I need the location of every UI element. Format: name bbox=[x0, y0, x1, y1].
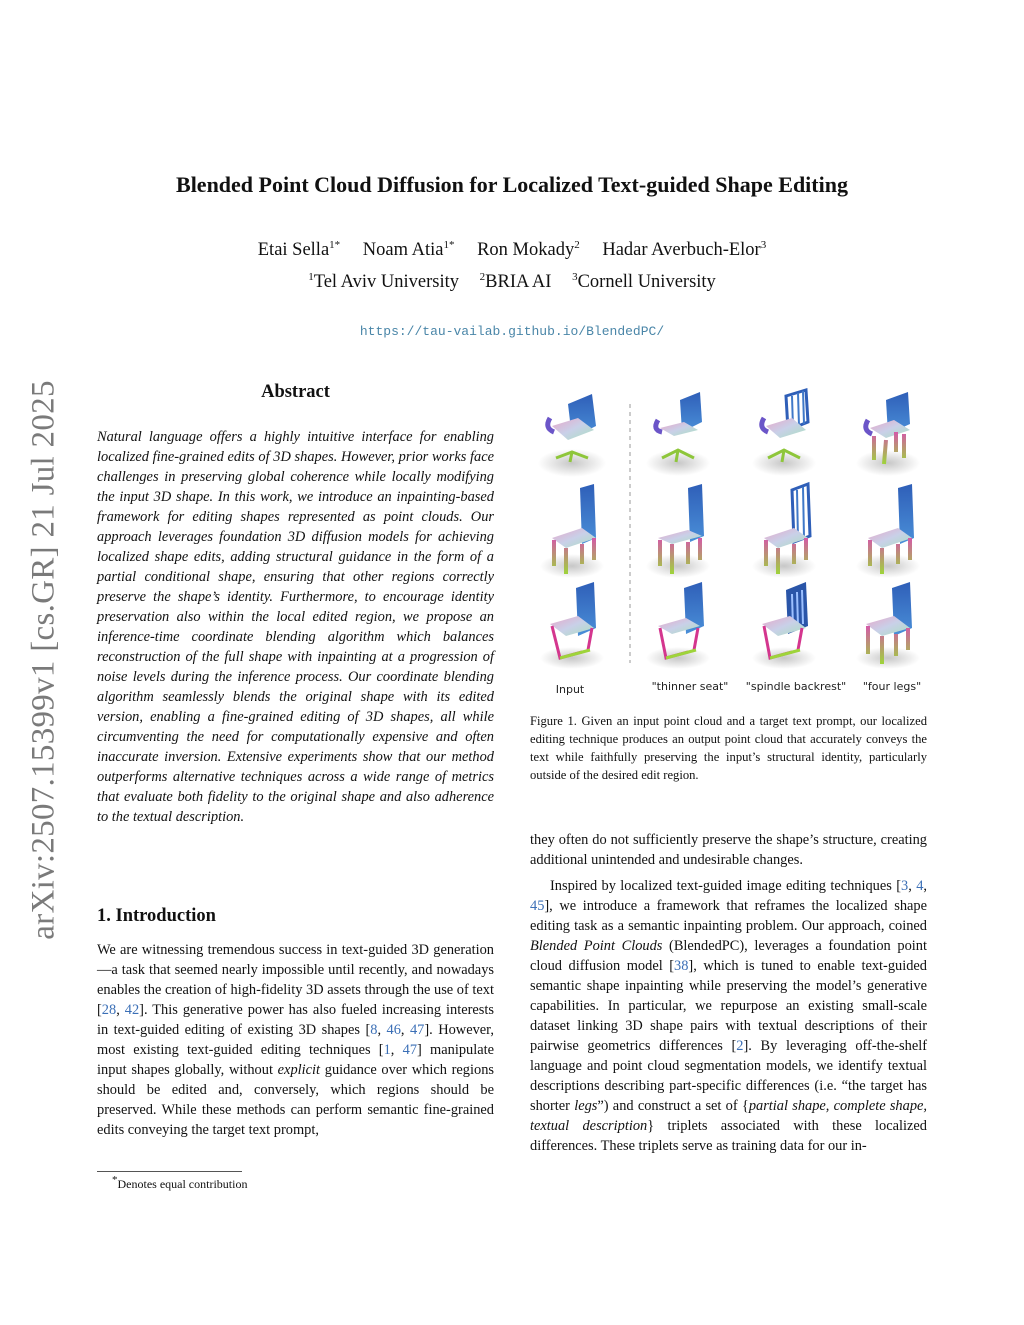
citation-link[interactable]: 1 bbox=[383, 1042, 391, 1058]
chair-side-four-legs bbox=[856, 484, 920, 578]
paragraph: Inspired by localized text-guided image editing techniques [3, 4, 45], we introduce a framework that reframes the localized shape editing task as a semantic inpainting problem. Our approach, coined Blended Point Clouds (BlendedPC), leverages a foundation point cloud diffusion model [38], which is tuned to enable text-guided semantic shape inpainting while preserving the model’s generative capabilities. In particular, we repurpose an existing small-scale dataset linking 3D shape pairs with textual descriptions of their pairwise geometrics differences [2]. By leveraging off-the-shelf language and point cloud segmentation models, we identify textual descriptions describing part-specific differences (i.e. “the target has shorter legs”) and construct a set of {partial shape, complete shape, textual description} triplets associated with these localized differences. These triplets serve as training data for our in- bbox=[530, 878, 928, 1154]
introduction-paragraph: We are witnessing tremendous success in text-guided 3D generation—a task that seemed nearly impossible until recently, and nowadays enables the creation of high-fidelity 3D assets through the use of text [28, 42]. This generative power has also fueled increasing interests in text-guided editing of existing 3D shapes [8, 46, 47]. However, most existing text-guided editing techniques [1, 47] manipulate input shapes globally, without explicit guidance over which regions should be edited and, conversely, which regions should be preserved. While these methods can perform semantic fine-grained edits conveying the target text prompt, bbox=[97, 942, 494, 1138]
chair-cantilever-four-legs bbox=[856, 582, 920, 669]
chair-side-thinner-seat bbox=[646, 484, 710, 578]
citation-link[interactable]: 42 bbox=[124, 1002, 140, 1018]
citation-link[interactable]: 2 bbox=[736, 1038, 744, 1054]
citation-link[interactable]: 8 bbox=[370, 1022, 378, 1038]
affiliation-list bbox=[0, 272, 1024, 293]
chair-side-spindle-backrest bbox=[752, 484, 816, 578]
figure-1-caption: Figure 1. Given an input point cloud and a target text prompt, our localized editing technique produces an output point cloud that accurately conveys the text while faithfully preserving the input’s structural identity, particularly outside of the desired edit region. bbox=[530, 714, 927, 782]
abstract-heading: Abstract bbox=[261, 382, 330, 402]
figure-label-thinner-seat: "thinner seat" bbox=[651, 680, 729, 693]
figure-label-four-legs: "four legs" bbox=[862, 680, 922, 693]
author: Ron Mokady$^2$ bbox=[477, 238, 580, 260]
chair-side-input bbox=[540, 484, 604, 578]
figure-label-spindle-backrest: "spindle backrest" bbox=[745, 680, 847, 693]
chair-cantilever-input bbox=[540, 582, 604, 669]
paper-title: Blended Point Cloud Diffusion for Localized Text-guided Shape Editing bbox=[176, 172, 848, 197]
chair-cantilever-spindle-backrest bbox=[752, 582, 816, 669]
footnote: *Denotes equal contribution bbox=[112, 1174, 248, 1191]
footnote-divider bbox=[97, 1171, 242, 1172]
project-url-link[interactable]: https://tau-vailab.github.io/BlendedPC/ bbox=[359, 324, 665, 339]
figure-1-chair-grid bbox=[530, 388, 927, 698]
citation-link[interactable]: 46 bbox=[386, 1022, 401, 1038]
author-list bbox=[0, 240, 1024, 261]
author: Noam Atia$^{1*}$ bbox=[362, 238, 455, 260]
citation-link[interactable]: 47 bbox=[409, 1022, 425, 1038]
abstract-text: Natural language offers a highly intuitive interface for enabling localized fine-grained edits of 3D shapes. However, prior works face challenges in preserving global coherence while locally modifying the input 3D shape. In this work, we introduce an inpainting-based framework for editing shapes represented as point clouds. Our approach leverages foundation 3D diffusion models for achieving localized shape edits, adding structural guidance in the form of a partial conditional shape, ensuring that other regions correctly preserve the shape’s identity. Furthermore, to encourage identity preservation also within the local edited region, we propose an inference-time coordinate blending algorithm which balances reconstruction of the full shape with inpainting at a progression of noise levels during the inference process. Our coordinate blending algorithm seamlessly blends the original shape with its edited version, enabling a fine-grained editing of 3D shapes, all while circumventing the need for computationally expensive and often inaccurate inversion. Extensive experiments show that our method outperforms alternative techniques across a wide range of metrics that evaluate both fidelity to the original shape and also adherence to the textual description. bbox=[97, 429, 494, 825]
citation-link[interactable]: 45 bbox=[530, 898, 545, 914]
citation-link[interactable]: 47 bbox=[402, 1042, 418, 1058]
figure-label-input: Input bbox=[555, 683, 585, 696]
author: Etai Sella$^{1*}$ bbox=[257, 238, 341, 260]
paragraph: they often do not sufficiently preserve the shape’s structure, creating additional unintended and undesirable changes. bbox=[530, 832, 927, 868]
chair-office-four-legs bbox=[856, 392, 920, 476]
citation-link[interactable]: 28 bbox=[101, 1002, 117, 1018]
affiliation: $^1$Tel Aviv University bbox=[308, 270, 460, 292]
affiliation: $^3$Cornell University bbox=[572, 270, 716, 292]
arxiv-identifier: arXiv:2507.15399v1 [cs.GR] 21 Jul 2025 bbox=[25, 380, 62, 940]
citation-link[interactable]: 38 bbox=[674, 958, 689, 974]
author: Hadar Averbuch-Elor$^3$ bbox=[602, 238, 767, 260]
affiliation: $^2$BRIA AI bbox=[479, 270, 552, 292]
chair-cantilever-thinner-seat bbox=[646, 582, 710, 669]
chair-office-thinner-seat bbox=[646, 392, 710, 476]
chair-office-spindle-backrest bbox=[752, 390, 816, 476]
introduction-heading: 1. Introduction bbox=[97, 906, 216, 926]
citation-link[interactable]: 3 bbox=[901, 878, 909, 894]
citation-link[interactable]: 4 bbox=[916, 878, 924, 894]
right-column-text bbox=[530, 830, 927, 1156]
chair-office-input bbox=[538, 394, 606, 477]
